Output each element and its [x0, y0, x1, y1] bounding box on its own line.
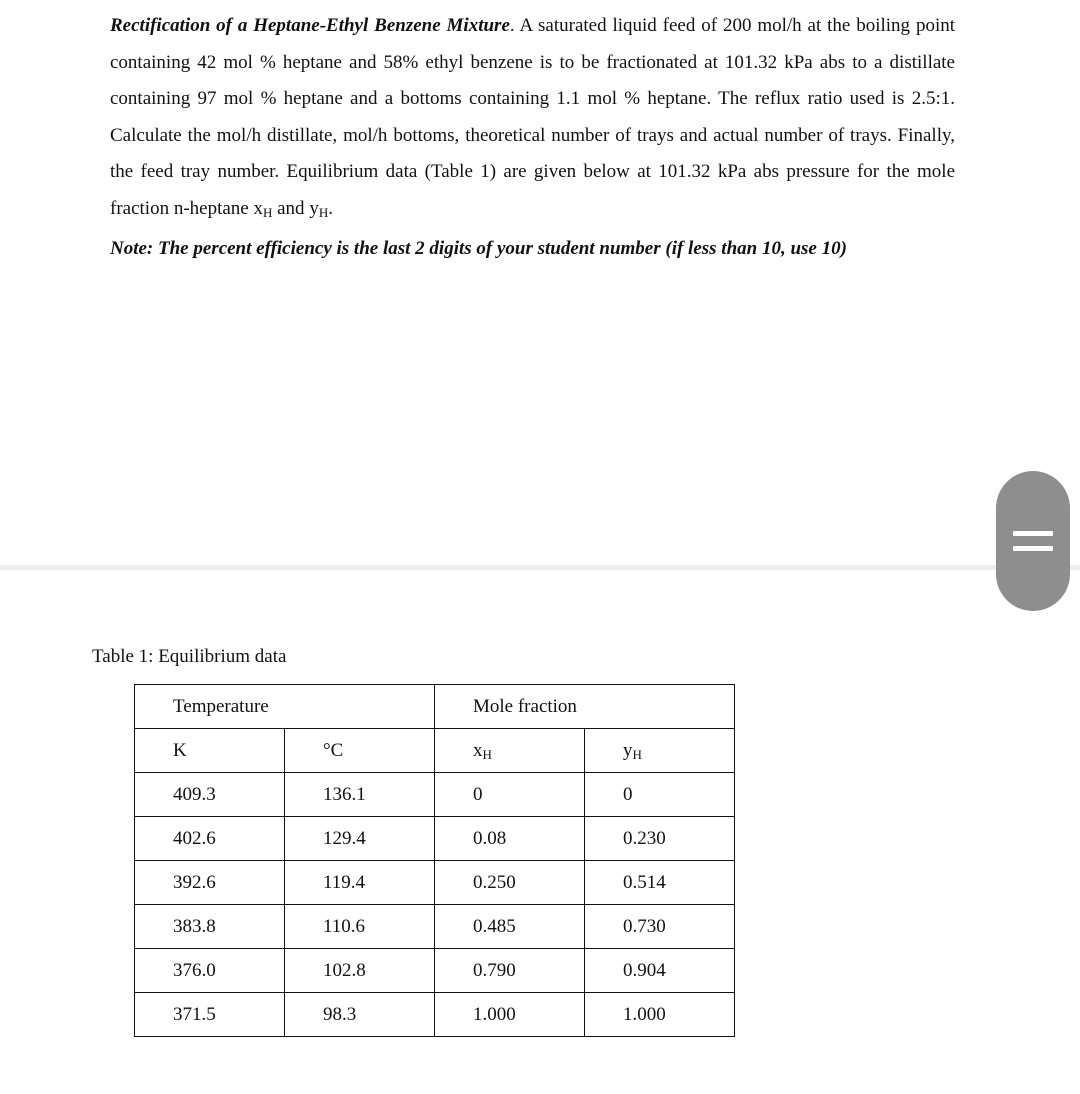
celsius-cell: 98.3: [285, 993, 435, 1037]
y-symbol: y: [309, 197, 319, 219]
x-header: $x_H$: [435, 729, 585, 773]
table-row: [135, 817, 735, 861]
section-divider: [0, 565, 1080, 570]
problem-statement: [110, 8, 955, 228]
drag-handle-bar-top: [1013, 531, 1053, 536]
x-cell: 0.08: [435, 817, 585, 861]
y-cell: 0.514: [585, 861, 735, 905]
kelvin-cell: 409.3: [135, 773, 285, 817]
celsius-cell: 102.8: [285, 949, 435, 993]
drag-handle-icon[interactable]: [996, 471, 1070, 611]
efficiency-note: Note: The percent efficiency is the last 2 digits of your student number (if less than 10, use 10): [110, 238, 847, 259]
kelvin-cell: 383.8: [135, 905, 285, 949]
problem-body: . A saturated liquid feed of 200 mol/h at the boiling point containing 42 mol % heptane and 58% ethyl benzene is to be fractionated at 101.32 kPa abs to a distillate containing 97 mol % heptane and a bottoms containing 1.1 mol % heptane. The reflux ratio used is 2.5:1. Calculate the mol/h distillate, mol/h bottoms, theoretical number of trays and actual number of trays. Finally, the feed tray number. Equilibrium data (Table 1) are given below at 101.32 kPa abs pressure for the mole fraction n-heptane: [110, 15, 955, 219]
celsius-cell: 110.6: [285, 905, 435, 949]
y-cell: 1.000: [585, 993, 735, 1037]
kelvin-header: K: [135, 729, 285, 773]
y-cell: 0.230: [585, 817, 735, 861]
table-group-header-row: [135, 685, 735, 729]
x-symbol: x: [253, 197, 263, 219]
x-subscript: H: [262, 204, 273, 220]
x-cell: 0.790: [435, 949, 585, 993]
x-cell: 1.000: [435, 993, 585, 1037]
x-cell: 0.250: [435, 861, 585, 905]
temperature-header: Temperature: [135, 685, 435, 729]
table-caption: Table 1: Equilibrium data: [92, 646, 287, 667]
equilibrium-table: [134, 684, 735, 1037]
table-row: [135, 949, 735, 993]
table-row: [135, 993, 735, 1037]
y-header: $y_H$: [585, 729, 735, 773]
x-cell: 0: [435, 773, 585, 817]
x-cell: 0.485: [435, 905, 585, 949]
table-column-header-row: [135, 729, 735, 773]
y-cell: 0.904: [585, 949, 735, 993]
y-cell: 0.730: [585, 905, 735, 949]
y-subscript: H: [318, 204, 329, 220]
table-row: [135, 905, 735, 949]
kelvin-cell: 402.6: [135, 817, 285, 861]
drag-handle-bar-bottom: [1013, 546, 1053, 551]
celsius-cell: 136.1: [285, 773, 435, 817]
mole-fraction-header: Mole fraction: [435, 685, 735, 729]
kelvin-cell: 392.6: [135, 861, 285, 905]
y-cell: 0: [585, 773, 735, 817]
celsius-header: °C: [285, 729, 435, 773]
table-row: [135, 773, 735, 817]
celsius-cell: 129.4: [285, 817, 435, 861]
kelvin-cell: 376.0: [135, 949, 285, 993]
problem-and: and: [272, 197, 310, 219]
problem-title: Rectification of a Heptane-Ethyl Benzene Mixture: [110, 15, 510, 36]
kelvin-cell: 371.5: [135, 993, 285, 1037]
problem-end: .: [328, 197, 333, 219]
table-row: [135, 861, 735, 905]
celsius-cell: 119.4: [285, 861, 435, 905]
